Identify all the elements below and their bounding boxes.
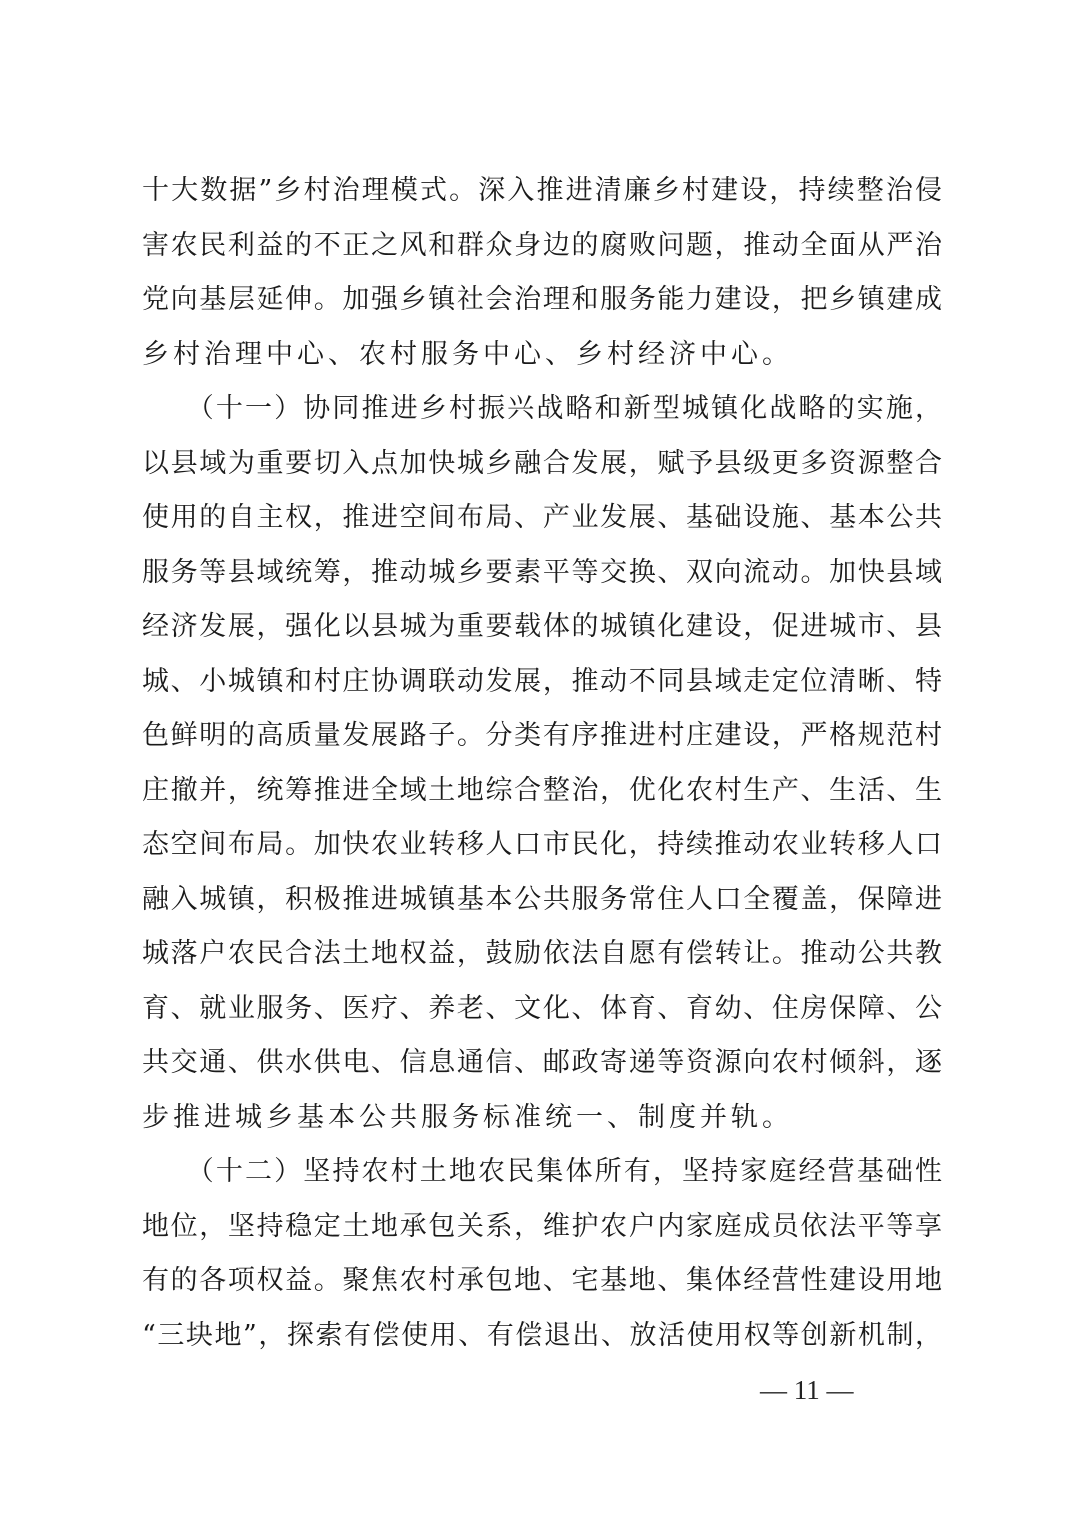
text-line: （十一）协同推进乡村振兴战略和新型城镇化战略的实施， — [142, 393, 942, 424]
text-line: 步推进城乡基本公共服务标准统一、制度并轨。 — [142, 1101, 793, 1133]
text-line: 使用的自主权，推进空间布局、产业发展、基础设施、基本公共 — [142, 502, 942, 533]
text-line: 庄撤并，统筹推进全域土地综合整治，优化农村生产、生活、生 — [142, 774, 942, 806]
text-line: 融入城镇，积极推进城镇基本公共服务常住人口全覆盖，保障进 — [142, 883, 942, 915]
text-line: 有的各项权益。聚焦农村承包地、宅基地、集体经营性建设用地 — [142, 1265, 942, 1296]
text-line: 十大数据”乡村治理模式。深入推进清廉乡村建设，持续整治侵 — [142, 175, 942, 206]
text-line: 色鲜明的高质量发展路子。分类有序推进村庄建设，严格规范村 — [142, 720, 942, 751]
text-line: （十二）坚持农村土地农民集体所有，坚持家庭经营基础性 — [142, 1156, 942, 1187]
text-line: 乡村治理中心、农村服务中心、乡村经济中心。 — [142, 338, 793, 370]
text-line: 害农民利益的不正之风和群众身边的腐败问题，推动全面从严治 — [142, 229, 942, 261]
text-line: 城落户农民合法土地权益，鼓励依法自愿有偿转让。推动公共教 — [142, 938, 942, 969]
text-line: 以县域为重要切入点加快城乡融合发展，赋予县级更多资源整合 — [142, 447, 942, 479]
text-line: 共交通、供水供电、信息通信、邮政寄递等资源向农村倾斜，逐 — [142, 1047, 942, 1078]
text-line: 育、就业服务、医疗、养老、文化、体育、育幼、住房保障、公 — [142, 992, 942, 1024]
text-line: 经济发展，强化以县城为重要载体的城镇化建设，促进城市、县 — [142, 611, 942, 642]
text-line: 态空间布局。加快农业转移人口市民化，持续推动农业转移人口 — [142, 829, 942, 860]
page-number: — 11 — — [760, 1375, 854, 1405]
body-text — [142, 164, 942, 1363]
text-line: 党向基层延伸。加强乡镇社会治理和服务能力建设，把乡镇建成 — [142, 284, 942, 315]
text-line: 城、小城镇和村庄协调联动发展，推动不同县域走定位清晰、特 — [142, 665, 942, 697]
text-line: 地位，坚持稳定土地承包关系，维护农户内家庭成员依法平等享 — [142, 1210, 942, 1242]
text-line: 服务等县域统筹，推动城乡要素平等交换、双向流动。加快县域 — [142, 556, 942, 588]
text-line: “三块地”，探索有偿使用、有偿退出、放活使用权等创新机制， — [142, 1319, 942, 1351]
